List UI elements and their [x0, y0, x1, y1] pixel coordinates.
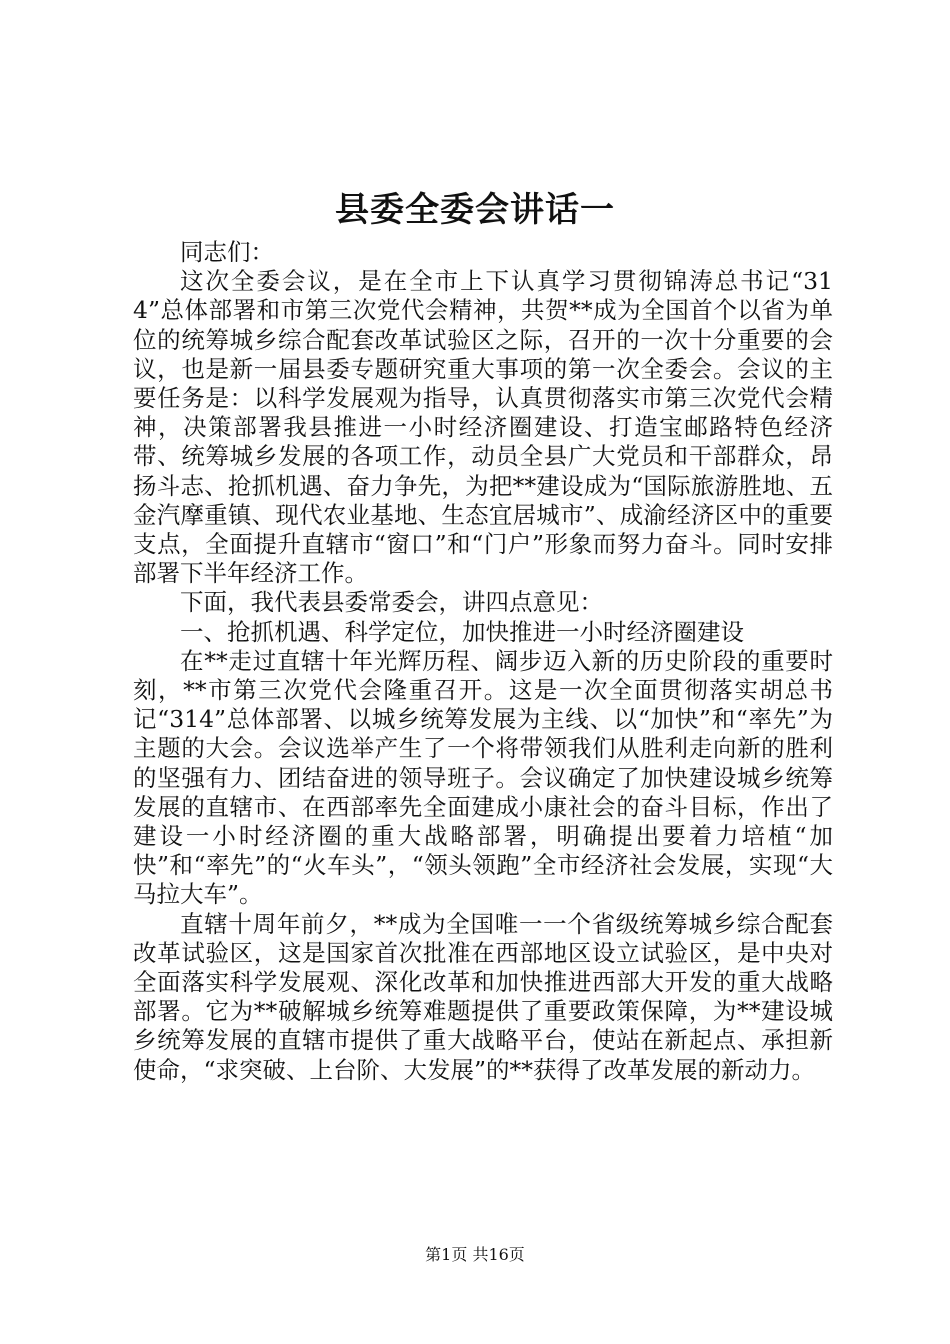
document-body — [133, 238, 833, 1085]
section-heading: 一、抢抓机遇、科学定位，加快推进一小时经济圈建设 — [180, 617, 744, 646]
page-number: 第1页 共16页 — [425, 1245, 525, 1264]
body-paragraph: 在**走过直辖十年光辉历程、阔步迈入新的历史阶段的重要时刻，**市第三次党代会隆重召开。这是一次全面贯彻落实胡总书记“314”总体部署、以城乡统筹发展为主线、以“加快”和“率先”为主题的大会。会议选举产生了一个将带领我们从胜利走向新的胜利的坚强有力、团结奋进的领导班子。会议确定了加快建设城乡统筹发展的直辖市、在西部率先全面建成小康社会的奋斗目标，作出了建设一小时经济圈的重大战略部署，明确提出要着力培植“加快”和“率先”的“火车头”，“领头领跑”全市经济社会发展，实现“大马拉大车”。 — [133, 646, 833, 909]
body-paragraph: 下面，我代表县委常委会，讲四点意见： — [180, 588, 603, 617]
document-title: 县委全委会讲话一 — [335, 190, 615, 230]
salutation: 同志们： — [180, 238, 274, 266]
body-paragraph: 直辖十周年前夕，**成为全国唯一一个省级统筹城乡综合配套改革试验区，这是国家首次批准在西部地区设立试验区，是中央对全面落实科学发展观、深化改革和加快推进西部大开发的重大战略部署。它为**破解城乡统筹难题提供了重要政策保障，为**建设城乡统筹发展的直辖市提供了重大战略平台，使站在新起点、承担新使命，“求突破、上台阶、大发展”的**获得了改革发展的新动力。 — [133, 909, 833, 1084]
body-paragraph: 这次全委会议，是在全市上下认真学习贯彻锦涛总书记“314”总体部署和市第三次党代会精神，共贺**成为全国首个以省为单位的统筹城乡综合配套改革试验区之际，召开的一次十分重要的会议，也是新一届县委专题研究重大事项的第一次全委会。会议的主要任务是：以科学发展观为指导，认真贯彻落实市第三次党代会精神，决策部署我县推进一小时经济圈建设、打造宝邮路特色经济带、统筹城乡发展的各项工作，动员全县广大党员和干部群众，昂扬斗志、抢抓机遇、奋力争先，为把**建设成为“国际旅游胜地、五金汽摩重镇、现代农业基地、生态宜居城市”、成渝经济区中的重要支点，全面提升直辖市“窗口”和“门户”形象而努力奋斗。同时安排部署下半年经济工作。 — [133, 267, 833, 588]
